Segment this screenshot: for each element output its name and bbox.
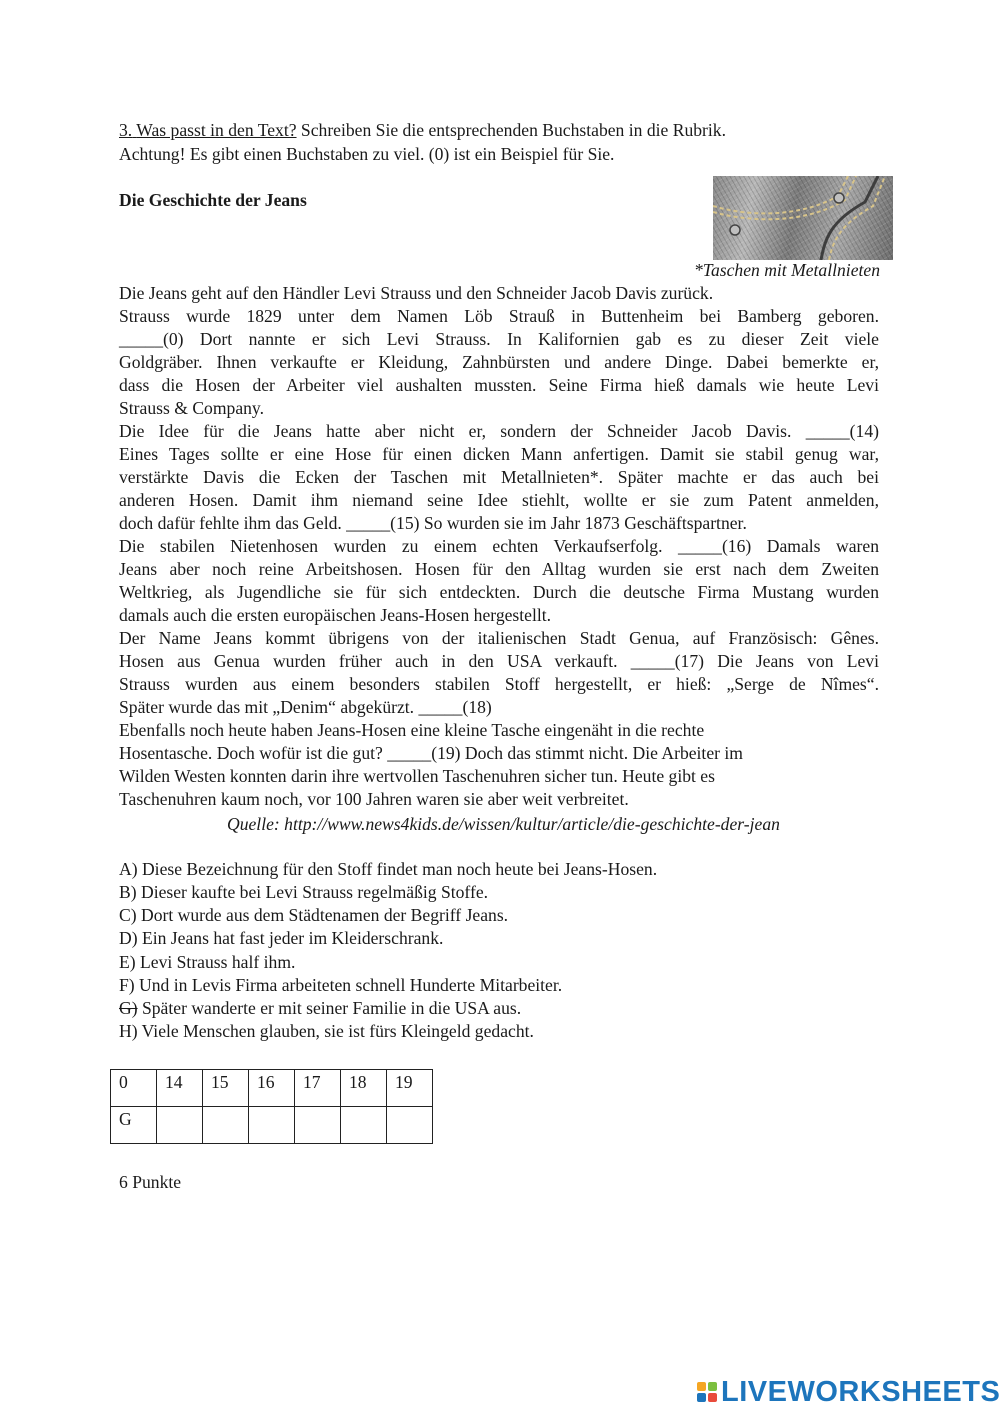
answer-header-cell: 18 <box>341 1070 387 1107</box>
answer-header-cell: 19 <box>387 1070 433 1107</box>
task-instruction-rest: Schreiben Sie die entsprechenden Buchstaben in die Rubrik. <box>296 120 726 140</box>
option-a <box>119 858 657 881</box>
option-h <box>119 1020 534 1043</box>
option-text: Dieser kaufte bei Levi Strauss regelmäßig Stoffe. <box>136 882 489 902</box>
points-label: 6 Punkte <box>119 1172 182 1192</box>
answer-cell-18[interactable] <box>341 1107 387 1144</box>
article-line: Strauss wurden aus einem besonders stabilen Stoff hergestellt, er hieß: „Serge de Nîmes“. <box>119 674 879 694</box>
photo-caption: *Taschen mit Metallnieten <box>693 260 880 280</box>
logo-square <box>708 1393 717 1402</box>
logo-mark-icon <box>697 1382 717 1402</box>
answer-cell-14[interactable] <box>157 1107 203 1144</box>
answer-cell-16[interactable] <box>249 1107 295 1144</box>
article-line: Weltkrieg, als Jugendliche sie für sich entdeckten. Durch die deutsche Firma Mustang wurden <box>119 582 879 602</box>
option-text: Viele Menschen glauben, sie ist fürs Kleingeld gedacht. <box>137 1021 534 1041</box>
option-letter: B) <box>119 882 137 902</box>
task-title: Was passt in den Text? <box>136 120 297 140</box>
option-text: Diese Bezeichnung für den Stoff findet man noch heute bei Jeans-Hosen. <box>137 859 658 879</box>
article-line: anderen Hosen. Damit ihm niemand seine Idee stiehlt, wollte er sie zum Patent anmelden, <box>119 490 879 510</box>
option-letter: D) <box>119 928 138 948</box>
answer-table-header-row <box>111 1070 433 1107</box>
option-letter: C) <box>119 905 137 925</box>
article-line: Hosen aus Genua wurden früher auch in den USA verkauft. _____(17) Die Jeans von Levi <box>119 651 879 671</box>
option-c <box>119 904 508 927</box>
answer-cell-17[interactable] <box>295 1107 341 1144</box>
answer-table <box>110 1069 433 1144</box>
article-line: Die Idee für die Jeans hatte aber nicht er, sondern der Schneider Jacob Davis. _____(14) <box>119 421 879 441</box>
answer-table-answer-row <box>111 1107 433 1144</box>
option-letter: F) <box>119 975 135 995</box>
option-letter: E) <box>119 952 136 972</box>
article-line: Eines Tages sollte er eine Hose für einen dicken Mann anfertigen. Damit sie stabil genug war, <box>119 444 879 464</box>
option-text: Levi Strauss half ihm. <box>135 952 296 972</box>
article-line: Die Jeans geht auf den Händler Levi Strauss und den Schneider Jacob Davis zurück. <box>119 283 714 303</box>
answer-header-cell: 17 <box>295 1070 341 1107</box>
article-line: doch dafür fehlte ihm das Geld. _____(15) So wurden sie im Jahr 1873 Geschäftspartner. <box>119 513 747 533</box>
logo-square <box>697 1393 706 1402</box>
answer-header-cell: 15 <box>203 1070 249 1107</box>
option-d <box>119 927 443 950</box>
answer-header-cell: 0 <box>111 1070 157 1107</box>
option-e <box>119 951 295 974</box>
option-letter: G) <box>119 998 138 1018</box>
article-line: Später wurde das mit „Denim“ abgekürzt. _____(18) <box>119 697 492 717</box>
option-f <box>119 974 562 997</box>
answer-header-cell: 14 <box>157 1070 203 1107</box>
option-text: Ein Jeans hat fast jeder im Kleiderschrank. <box>137 928 444 948</box>
option-letter: H) <box>119 1021 138 1041</box>
option-text: Später wanderte er mit seiner Familie in die USA aus. <box>137 998 522 1018</box>
option-b <box>119 881 488 904</box>
answer-cell-15[interactable] <box>203 1107 249 1144</box>
liveworksheets-logo <box>697 1375 1000 1409</box>
logo-square <box>708 1382 717 1391</box>
task-instruction <box>119 119 726 142</box>
article-line: dass die Hosen der Arbeiter viel aushalten mussten. Seine Firma hieß damals wie heute Levi <box>119 375 879 395</box>
article-line: Jeans aber noch reine Arbeitshosen. Hosen für den Alltag wurden sie erst nach dem Zweiten <box>119 559 879 579</box>
article-line: Die stabilen Nietenhosen wurden zu einem echten Verkaufserfolg. _____(16) Damals waren <box>119 536 879 556</box>
option-text: Dort wurde aus dem Städtenamen der Begriff Jeans. <box>136 905 509 925</box>
answer-header-cell: 16 <box>249 1070 295 1107</box>
article-line: Ebenfalls noch heute haben Jeans-Hosen eine kleine Tasche eingenäht in die rechte <box>119 720 705 740</box>
logo-text: LIVEWORKSHEETS <box>721 1375 1000 1408</box>
option-letter: A) <box>119 859 138 879</box>
article-line: Der Name Jeans kommt übrigens von der italienischen Stadt Genua, auf Französisch: Gênes. <box>119 628 879 648</box>
article-line: Goldgräber. Ihnen verkaufte er Kleidung, Zahnbürsten und andere Dinge. Dabei bemerkte er, <box>119 352 879 372</box>
answer-cell-19[interactable] <box>387 1107 433 1144</box>
article-line: Strauss wurde 1829 unter dem Namen Löb Strauß in Buttenheim bei Bamberg geboren. <box>119 306 879 326</box>
jeans-pocket-photo <box>713 176 893 260</box>
task-number: 3. <box>119 120 133 140</box>
article-line: verstärkte Davis die Ecken der Taschen mit Metallnieten*. Später machte er das auch bei <box>119 467 879 487</box>
task-number-title <box>119 120 297 140</box>
article-line: Strauss & Company. <box>119 398 264 418</box>
answer-example-cell: G <box>111 1107 157 1144</box>
article-line: Hosentasche. Doch wofür ist die gut? _____(19) Doch das stimmt nicht. Die Arbeiter im <box>119 743 743 763</box>
article-line: Taschenuhren kaum noch, vor 100 Jahren waren sie aber weit verbreitet. <box>119 789 629 809</box>
task-note: Achtung! Es gibt einen Buchstaben zu viel. (0) ist ein Beispiel für Sie. <box>119 144 615 164</box>
article-line: Wilden Westen konnten darin ihre wertvollen Taschenuhren sicher tun. Heute gibt es <box>119 766 715 786</box>
article-heading: Die Geschichte der Jeans <box>119 190 307 210</box>
source-citation: Quelle: http://www.news4kids.de/wissen/kultur/article/die-geschichte-der-jean <box>227 814 780 834</box>
article-line: damals auch die ersten europäischen Jeans-Hosen hergestellt. <box>119 605 552 625</box>
article-line: _____(0) Dort nannte er sich Levi Strauss. In Kalifornien gab es zu dieser Zeit viele <box>119 329 879 349</box>
logo-square <box>697 1382 706 1391</box>
option-g <box>119 997 521 1020</box>
option-text: Und in Levis Firma arbeiteten schnell Hunderte Mitarbeiter. <box>134 975 563 995</box>
